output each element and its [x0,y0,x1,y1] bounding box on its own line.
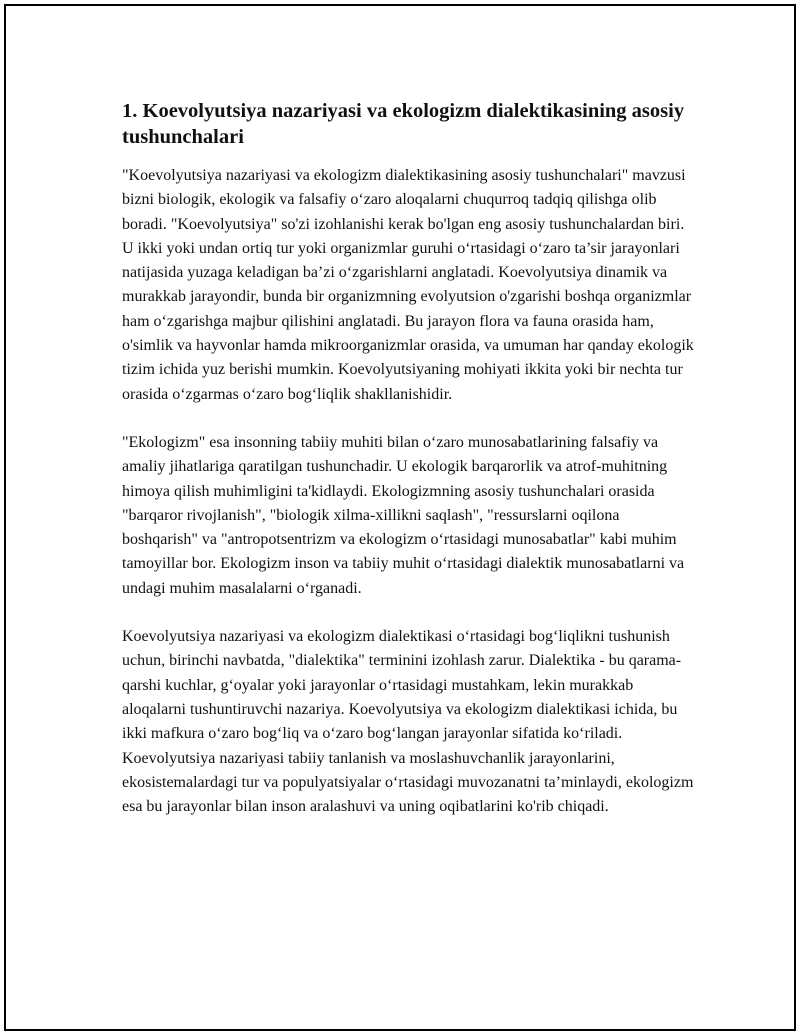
paragraph-dialektika: Koevolyutsiya nazariyasi va ekologizm dialektikasi o‘rtasidagi bog‘liqlikni tushunish uchun, birinchi navbatda, "dialektika" terminini izohlash zarur. Dialektika - bu qarama-qarshi kuchlar, g‘oyalar yoki jarayonlar o‘rtasidagi mustahkam, lekin murakkab aloqalarni tushuntiruvchi nazariya. Koevolyutsiya va ekologizm dialektikasi ichida, bu ikki mafkura o‘zaro bog‘liq va o‘zaro bog‘langan jarayonlar sifatida ko‘riladi. Koevolyutsiya nazariyasi tabiiy tanlanish va moslashuvchanlik jarayonlarini, ekosistemalardagi tur va populyatsiyalar o‘rtasidagi muvozanatni ta’minlaydi, ekologizm esa bu jarayonlar bilan inson aralashuvi va uning oqibatlarini ko'rib chiqadi. [122,628,694,816]
paragraph-koevolyutsiya: "Koevolyutsiya nazariyasi va ekologizm dialektikasining asosiy tushunchalari" mavzusi bizni biologik, ekologik va falsafiy o‘zaro aloqalarni chuqurroq tadqiq qilishga olib boradi. "Koevolyutsiya" so'zi izohlanishi kerak bo'lgan eng asosiy tushunchalardan biri. U ikki yoki undan ortiq tur yoki organizmlar guruhi o‘rtasidagi o‘zaro ta’sir jarayonlari natijasida yuzaga keladigan ba’zi o‘zgarishlarni anglatadi. Koevolyutsiya dinamik va murakkab jarayondir, bunda bir organizmning evolyutsion o'zgarishi boshqa organizmlar ham o‘zgarishga majbur qilishini anglatadi. Bu jarayon flora va fauna orasida ham, o'simlik va hayvonlar hamda mikroorganizmlar orasida, va umuman har qanday ekologik tizim ichida yuz berishi mumkin. Koevolyutsiyaning mohiyati ikkita yoki bir nechta tur orasida o‘zgarmas o‘zaro bog‘liqlik shakllanishidir. [122,167,694,403]
document-title: 1. Koevolyutsiya nazariyasi va ekologizm dialektikasining asosiy tushunchalari [122,100,685,148]
document-page [4,4,796,1031]
paragraph-ekologizm: "Ekologizm" esa insonning tabiiy muhiti bilan o‘zaro munosabatlarining falsafiy va amaliy jihatlariga qaratilgan tushunchadir. U ekologik barqarorlik va atrof-muhitning himoya qilish muhimligini ta'kidlaydi. Ekologizmning asosiy tushunchalari orasida "barqaror rivojlanish", "biologik xilma-xillikni saqlash", "ressurslarni oqilona boshqarish" va "antropotsentrizm va ekologizm o‘rtasidagi munosabatlar" kabi muhim tamoyillar bor. Ekologizm inson va tabiiy muhit o‘rtasidagi dialektik munosabatlarni va undagi muhim masalalarni o‘rganadi. [122,433,685,597]
document-body [122,98,694,819]
